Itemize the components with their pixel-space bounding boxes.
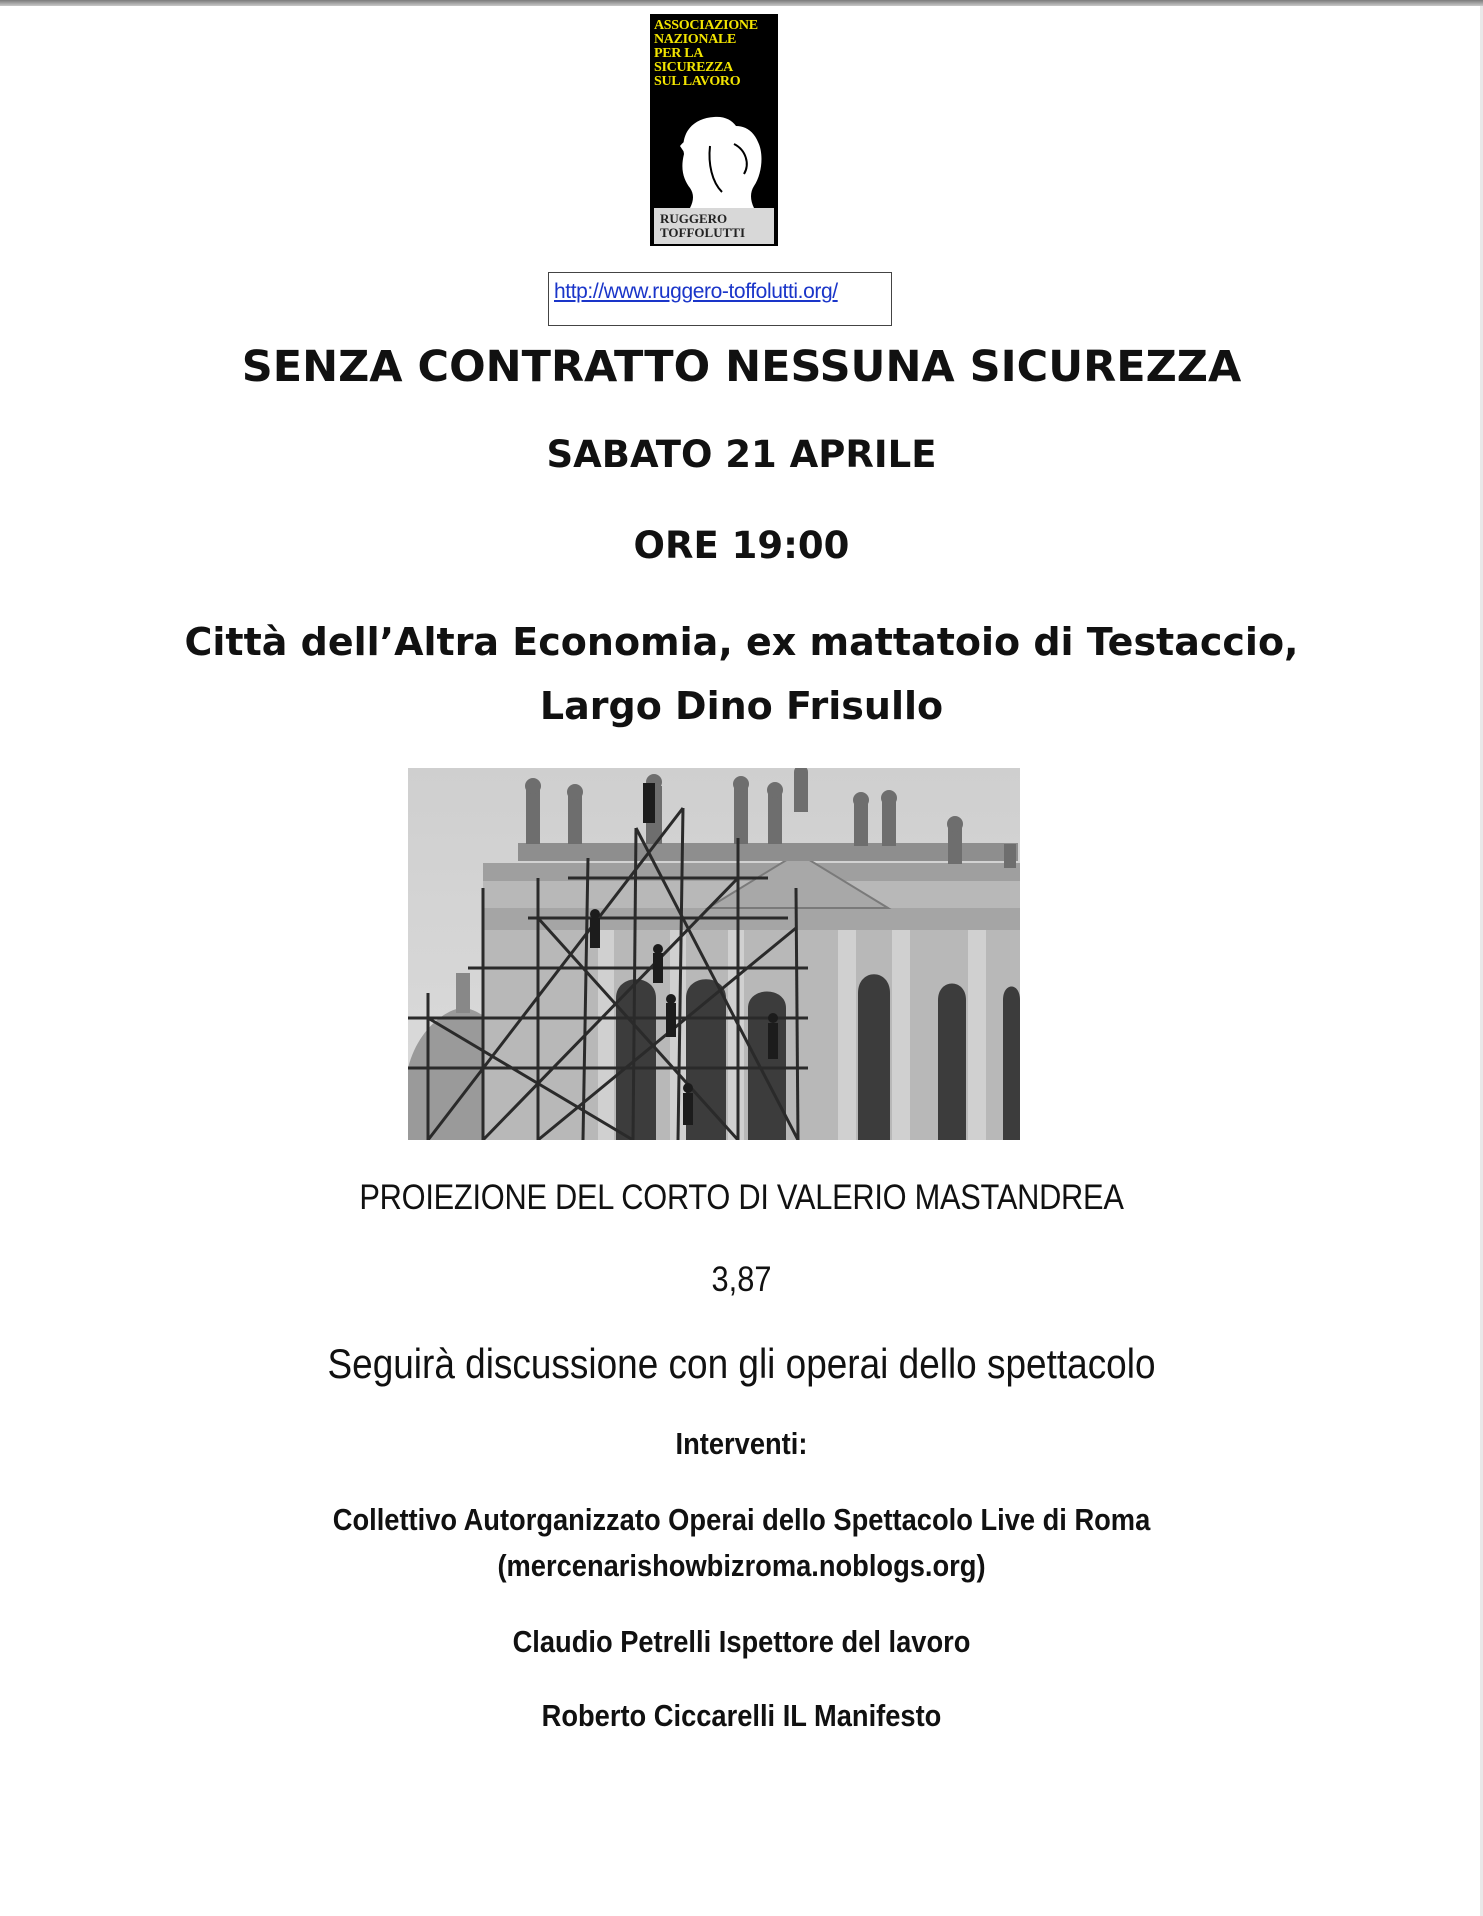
logo-line: SUL LAVORO — [654, 74, 741, 89]
projection-heading: PROIEZIONE DEL CORTO DI VALERIO MASTANDREA — [359, 1178, 1124, 1217]
logo-line: PER LA — [654, 46, 704, 61]
logo-line: ASSOCIAZIONE — [654, 18, 758, 33]
speaker-ciccarelli: Roberto Ciccarelli IL Manifesto — [541, 1698, 942, 1733]
document-page — [0, 6, 1483, 1916]
association-logo — [650, 14, 778, 246]
scaffolding-photo — [408, 768, 1020, 1140]
discussion-line: Seguirà discussione con gli operai dello spettacolo — [327, 1340, 1156, 1387]
short-film-title: 3,87 — [711, 1260, 772, 1299]
speakers-label: Interventi: — [675, 1426, 808, 1461]
event-venue-line2: Largo Dino Frisullo — [539, 684, 944, 728]
logo-text — [654, 19, 774, 89]
website-link[interactable]: http://www.ruggero-toffolutti.org/ — [554, 280, 838, 303]
logo-name-line: RUGGERO — [660, 211, 728, 226]
logo-line: NAZIONALE — [654, 32, 737, 47]
speaker-collective-blog: (mercenarishowbizroma.noblogs.org) — [497, 1548, 986, 1583]
speaker-petrelli: Claudio Petrelli Ispettore del lavoro — [512, 1624, 971, 1659]
event-date: SABATO 21 APRILE — [546, 433, 937, 476]
page-title: SENZA CONTRATTO NESSUNA SICUREZZA — [241, 342, 1242, 392]
logo-name-plate — [654, 208, 774, 244]
logo-name-line: TOFFOLUTTI — [660, 225, 746, 240]
logo-line: SICUREZZA — [654, 60, 733, 75]
speaker-collective: Collettivo Autorganizzato Operai dello Spettacolo Live di Roma — [332, 1502, 1151, 1537]
event-time: ORE 19:00 — [633, 524, 850, 567]
scaffolding-basilica-photo-icon — [408, 768, 1020, 1140]
event-venue-line1: Città dell’Altra Economia, ex mattatoio di Testaccio, — [184, 620, 1299, 664]
